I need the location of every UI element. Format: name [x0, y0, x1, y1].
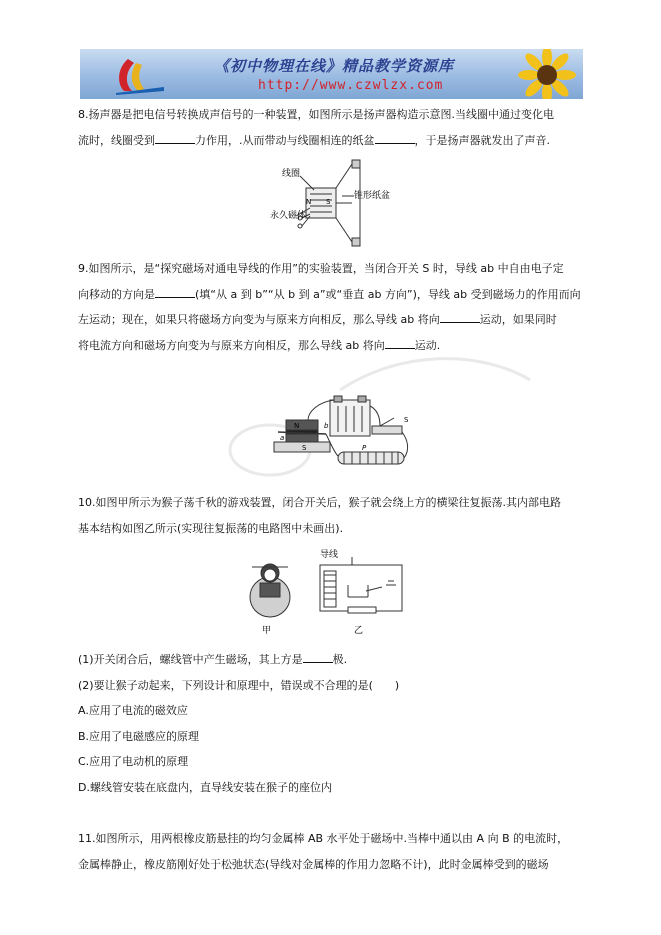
q10-option-d[interactable]: D.螺线管安装在底盘内，直导线安装在猴子的座位内	[78, 780, 332, 794]
q9-text-e: 将电流方向和磁场方向变为与原来方向相反，那么导线 ab 将向	[78, 338, 385, 352]
motor-s-label: S	[302, 444, 307, 452]
q10-option-b[interactable]: B.应用了电磁感应的原理	[78, 729, 200, 743]
q8-line-2	[78, 128, 588, 154]
banner-url[interactable]: http://www.czwlzx.com	[258, 78, 444, 93]
q9-text-b: (填“从 a 到 b”“从 b 到 a”或“垂直 ab 方向”)，导线 ab 受到磁场力的作用而向	[195, 287, 581, 301]
rheostat-p-label: P	[362, 444, 367, 452]
question-8	[78, 102, 588, 153]
sunflower-icon	[503, 49, 583, 99]
question-11	[78, 826, 588, 877]
motor-n-label: N	[294, 422, 300, 430]
q9-text-d: 运动，如果同时	[479, 313, 557, 326]
q11-line-1: 11.如图所示，用两根橡皮筋悬挂的均匀金属棒 AB 水平处于磁场中.当棒中通以由 A 向 B 的电流时，	[78, 832, 569, 845]
cone-label: 锥形纸盆	[354, 191, 391, 201]
q8-blank-2[interactable]	[375, 133, 415, 144]
banner-title: 《初中物理在线》精品教学资源库	[214, 57, 455, 75]
q9-text-a: 向移动的方向是	[78, 287, 155, 301]
speaker-s-label: S	[326, 198, 331, 206]
q9-text-c: 左运动；现在，如果只将磁场方向变为与原来方向相反，那么导线 ab 将向	[78, 313, 440, 326]
question-10-subparts	[78, 647, 588, 800]
question-10	[78, 490, 588, 541]
q10-option-a[interactable]: A.应用了电流的磁效应	[78, 704, 188, 717]
speaker-n-label: N	[306, 198, 312, 206]
q9-line-2	[78, 282, 588, 308]
header-banner	[80, 49, 583, 99]
q10-sub1-text-a: (1)开关闭合后，螺线管中产生磁场，其上方是	[78, 653, 303, 666]
q8-text-c: ，于是扬声器就发出了声音.	[414, 133, 550, 147]
q10-sub-1	[78, 647, 588, 673]
q9-blank-1[interactable]	[155, 287, 195, 298]
logo-icon	[110, 53, 170, 95]
wire-b-label: b	[324, 422, 329, 430]
monkey-swing-diagram	[248, 545, 418, 640]
q8-text-a: 流时，线圈受到	[78, 133, 155, 147]
speaker-diagram	[270, 158, 400, 253]
coil-label: 线圈	[282, 169, 301, 179]
q11-line-2: 金属棒静止，橡皮筋刚好处于松弛状态(导线对金属棒的作用力忽略不计)，此时金属棒受到的磁场	[78, 857, 549, 871]
q10-line-2: 基本结构如图乙所示(实现往复振荡的电路图中未画出).	[78, 521, 344, 535]
motor-experiment-diagram	[268, 392, 420, 478]
q9-line-3	[78, 307, 588, 333]
q8-blank-1[interactable]	[155, 133, 195, 144]
magnet-label: 永久磁体	[270, 211, 307, 221]
q9-text-f: 运动.	[414, 338, 441, 352]
q9-line-1: 9.如图所示，是“探究磁场对通电导线的作用”的实验装置，当闭合开关 S 时，导线 ab 中自由电子定	[78, 262, 564, 275]
fig-jia-label: 甲	[262, 626, 272, 636]
q8-text-b: 力作用，.从而带动与线圈相连的纸盆	[195, 133, 375, 147]
q10-sub-2: (2)要让猴子动起来，下列设计和原理中，错误或不合理的是( )	[78, 678, 400, 692]
q10-line-1: 10.如图甲所示为猴子荡千秋的游戏装置，闭合开关后，猴子就会绕上方的横梁往复振荡.其内部电路	[78, 496, 561, 509]
q10-option-c[interactable]: C.应用了电动机的原理	[78, 755, 189, 768]
switch-label: S	[404, 416, 409, 424]
fig-yi-label: 乙	[354, 626, 364, 636]
q10-sub1-text-b: 极.	[332, 653, 348, 666]
q9-blank-2[interactable]	[440, 312, 480, 323]
q8-line-1: 8.扬声器是把电信号转换成声信号的一种装置，如图所示是扬声器构造示意图.当线圈中通过变化电	[78, 108, 554, 121]
q10-blank-1[interactable]	[303, 652, 333, 663]
wire-a-label: a	[280, 434, 285, 442]
fig-wire-label: 导线	[320, 550, 339, 560]
